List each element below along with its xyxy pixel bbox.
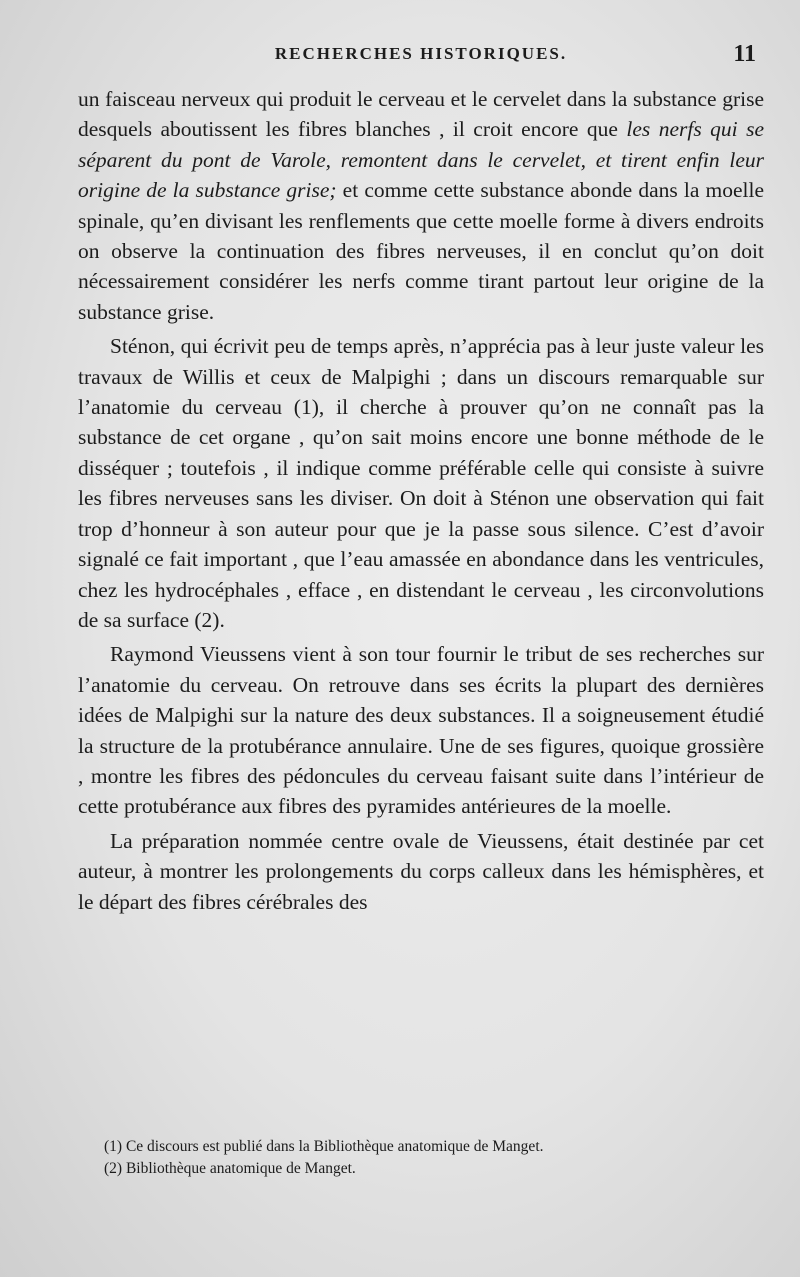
paragraph-2: Sténon, qui écrivit peu de temps après, n’apprécia pas à leur juste valeur les travaux de Willis et ceux de Malpighi ; dans un discours remarquable sur l’anatomie du cerveau (1), il cherche à prouver qu’on ne connaît pas la substance de cet organe , qu’on sait moins encore une bonne méthode de le disséquer ; toutefois , il indique comme préférable celle qui consiste à suivre les fibres nerveuses sans les diviser. On doit à Sténon une observation qui fait trop d’honneur à son auteur pour que je la passe sous silence. C’est d’avoir signalé ce fait important , que l’eau amassée en abondance dans les ventricules, chez les hydrocéphales , efface , en distendant le cerveau , les circonvolutions de sa surface (2). — [78, 334, 764, 632]
footnote-1: (1) Ce discours est publié dans la Bibliothèque anatomique de Manget. — [104, 1138, 544, 1155]
paragraph-3: Raymond Vieussens vient à son tour fournir le tribut de ses recherches sur l’anatomie du cerveau. On retrouve dans ses écrits la plupart des dernières idées de Malpighi sur la nature des deux substances. Il a soigneusement étudié la structure de la protubérance annulaire. Une de ses figures, quoique grossière , montre les fibres des pédoncules du cerveau faisant suite dans l’intérieur de cette protubérance aux fibres des pyramides antérieures de la moelle. — [78, 642, 764, 819]
paragraph-1 — [78, 84, 764, 327]
running-title: RECHERCHES HISTORIQUES. — [274, 44, 568, 63]
footnotes — [104, 1136, 744, 1180]
paragraph-4: La préparation nommée centre ovale de Vieussens, était destinée par cet auteur, à montrer les prolongements du corps calleux dans les hémisphères, et le départ des fibres cérébrales des — [78, 828, 764, 914]
page-number: 11 — [733, 41, 756, 67]
paragraph-1-part-a: un faisceau nerveux qui produit le cerveau et le cervelet dans la substance grise desquels aboutissent les fibres blanches , il croit encore que — [78, 87, 764, 142]
paragraph-1-part-b: et comme cette substance abonde dans la moelle spinale, qu’en divisant les renflements que cette moelle forme à divers endroits on observe la continuation des fibres nerveuses, il en conclut qu’on doit nécessairement considérer les nerfs comme tirant partout leur origine de la substance grise. — [78, 178, 764, 324]
running-head — [78, 41, 764, 74]
body-text — [78, 84, 764, 917]
paragraph-1-italic-quote: les nerfs qui se séparent du pont de Varole, remontent dans le cervelet, et tirent enfin leur origine de la substance grise; — [78, 117, 764, 203]
footnote-2: (2) Bibliothèque anatomique de Manget. — [104, 1160, 356, 1177]
